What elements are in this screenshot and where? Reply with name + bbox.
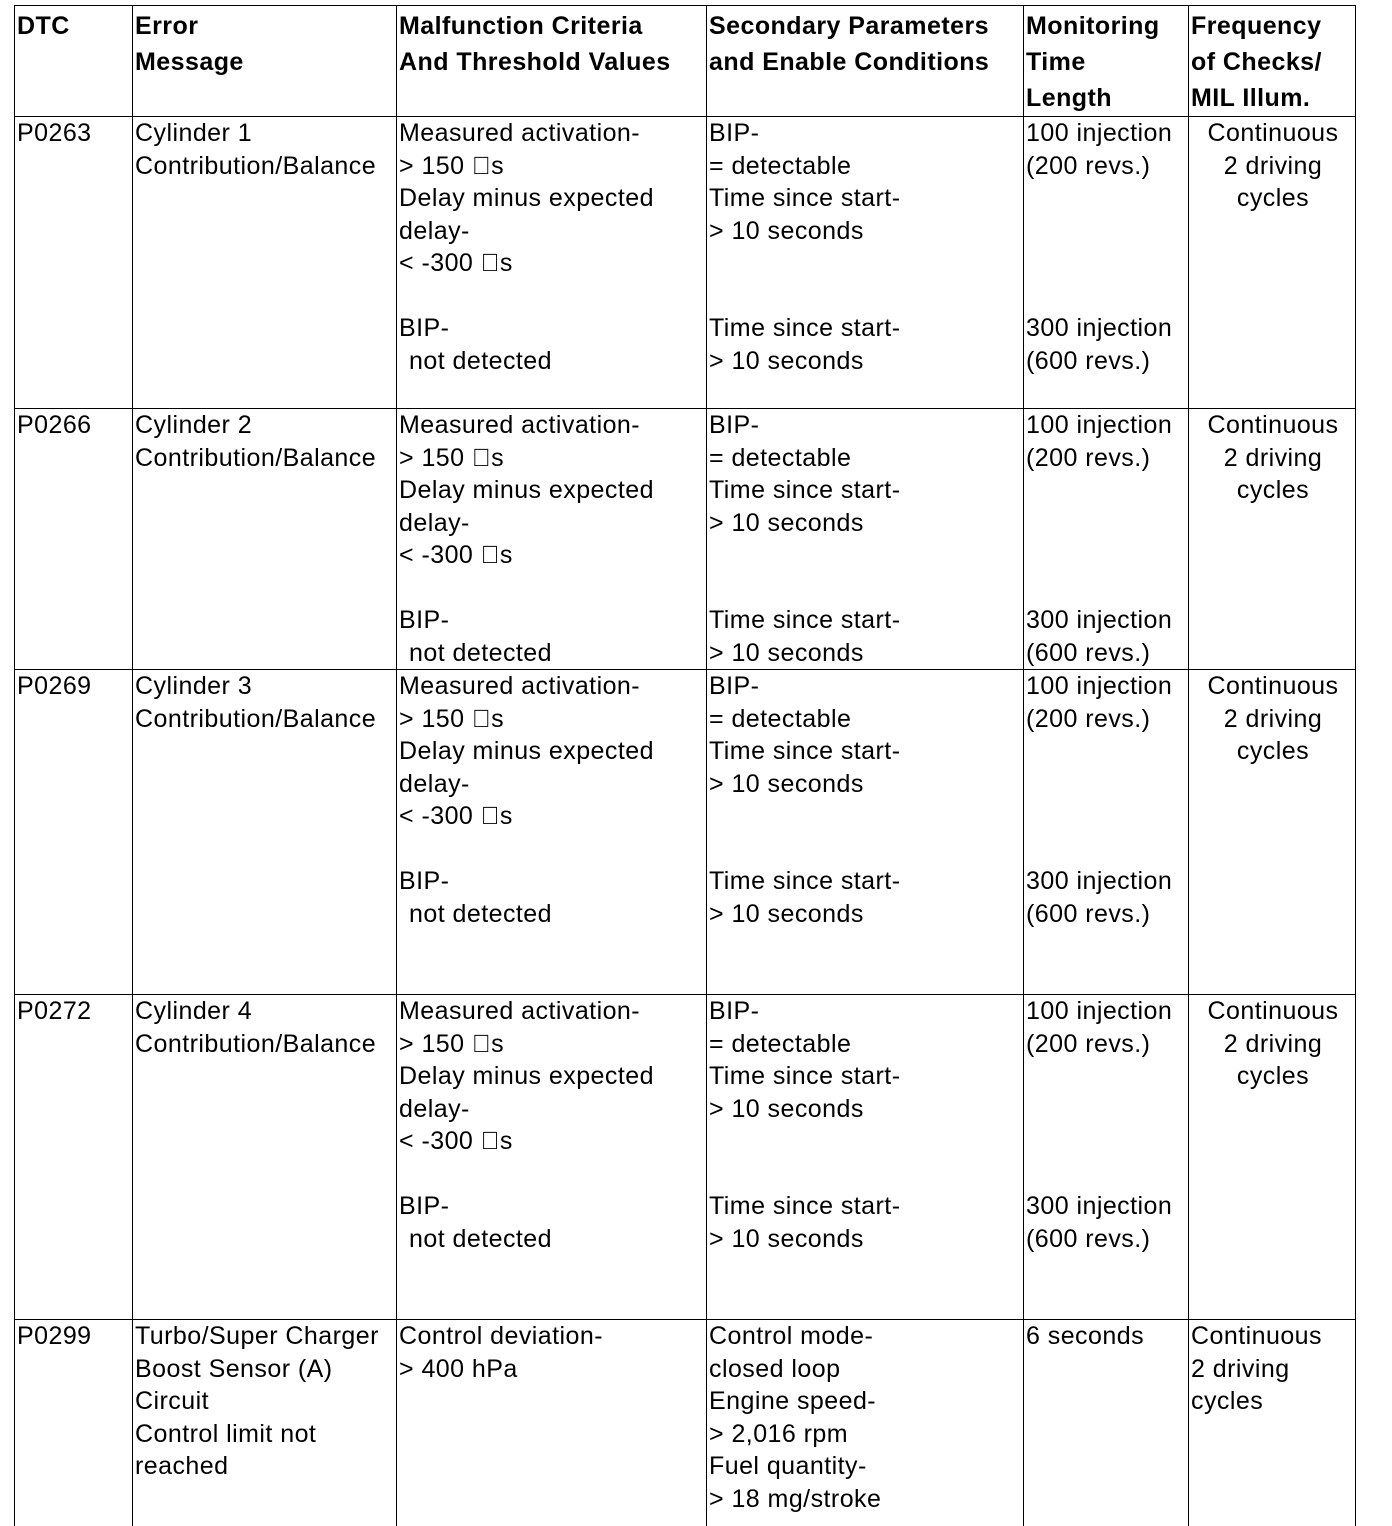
header-error-message: Error Message	[133, 6, 397, 117]
header-monitoring-time: Monitoring Time Length	[1024, 6, 1189, 117]
secondary-parameters-cell: Control mode- closed loop Engine speed- > 2,016 rpm Fuel quantity- > 18 mg/stroke	[707, 1320, 1024, 1526]
monitoring-time-cell: 100 injection (200 revs.) 300 injection (600 revs.)	[1024, 670, 1189, 995]
monitoring-time-cell: 6 seconds	[1024, 1320, 1189, 1526]
dtc-code-cell: P0272	[15, 995, 133, 1320]
monitoring-time-cell: 100 injection (200 revs.) 300 injection (600 revs.)	[1024, 117, 1189, 409]
error-message-cell: Cylinder 2 Contribution/Balance	[133, 409, 397, 670]
monitoring-time-cell: 100 injection (200 revs.) 300 injection (600 revs.)	[1024, 995, 1189, 1320]
monitoring-time-cell: 100 injection (200 revs.) 300 injection (600 revs.)	[1024, 409, 1189, 670]
frequency-cell: Continuous 2 driving cycles	[1189, 117, 1356, 409]
dtc-code-cell: P0299	[15, 1320, 133, 1526]
secondary-parameters-cell: BIP- = detectable Time since start- > 10 seconds Time since start- > 10 seconds	[707, 995, 1024, 1320]
header-row	[15, 6, 1356, 117]
secondary-parameters-cell: BIP- = detectable Time since start- > 10 seconds Time since start- > 10 seconds	[707, 670, 1024, 995]
table-row	[15, 670, 1356, 995]
header-dtc: DTC	[15, 6, 133, 117]
table-row	[15, 995, 1356, 1320]
error-message-cell: Cylinder 1 Contribution/Balance	[133, 117, 397, 409]
header-secondary-parameters: Secondary Parameters and Enable Conditions	[707, 6, 1024, 117]
table-row	[15, 409, 1356, 670]
table-row	[15, 117, 1356, 409]
header-frequency: Frequency of Checks/ MIL Illum.	[1189, 6, 1356, 117]
dtc-code-cell: P0266	[15, 409, 133, 670]
frequency-cell: Continuous 2 driving cycles	[1189, 995, 1356, 1320]
frequency-cell: Continuous 2 driving cycles	[1189, 1320, 1356, 1526]
table-row	[15, 1320, 1356, 1526]
malfunction-criteria-cell: Measured activation- > 150  s Delay minus expected delay- < -300  s BIP- not detected	[397, 117, 707, 409]
malfunction-criteria-cell: Measured activation- > 150  s Delay minus expected delay- < -300  s BIP- not detected	[397, 409, 707, 670]
secondary-parameters-cell: BIP- = detectable Time since start- > 10 seconds Time since start- > 10 seconds	[707, 117, 1024, 409]
dtc-code-cell: P0269	[15, 670, 133, 995]
malfunction-criteria-cell: Measured activation- > 150  s Delay minus expected delay- < -300  s BIP- not detected	[397, 670, 707, 995]
frequency-cell: Continuous 2 driving cycles	[1189, 670, 1356, 995]
dtc-code-cell: P0263	[15, 117, 133, 409]
frequency-cell: Continuous 2 driving cycles	[1189, 409, 1356, 670]
malfunction-criteria-cell: Control deviation- > 400 hPa	[397, 1320, 707, 1526]
error-message-cell: Turbo/Super Charger Boost Sensor (A) Circuit Control limit not reached	[133, 1320, 397, 1526]
error-message-cell: Cylinder 4 Contribution/Balance	[133, 995, 397, 1320]
dtc-table	[14, 5, 1356, 1526]
malfunction-criteria-cell: Measured activation- > 150  s Delay minus expected delay- < -300  s BIP- not detected	[397, 995, 707, 1320]
header-malfunction-criteria: Malfunction Criteria And Threshold Values	[397, 6, 707, 117]
error-message-cell: Cylinder 3 Contribution/Balance	[133, 670, 397, 995]
secondary-parameters-cell: BIP- = detectable Time since start- > 10 seconds Time since start- > 10 seconds	[707, 409, 1024, 670]
